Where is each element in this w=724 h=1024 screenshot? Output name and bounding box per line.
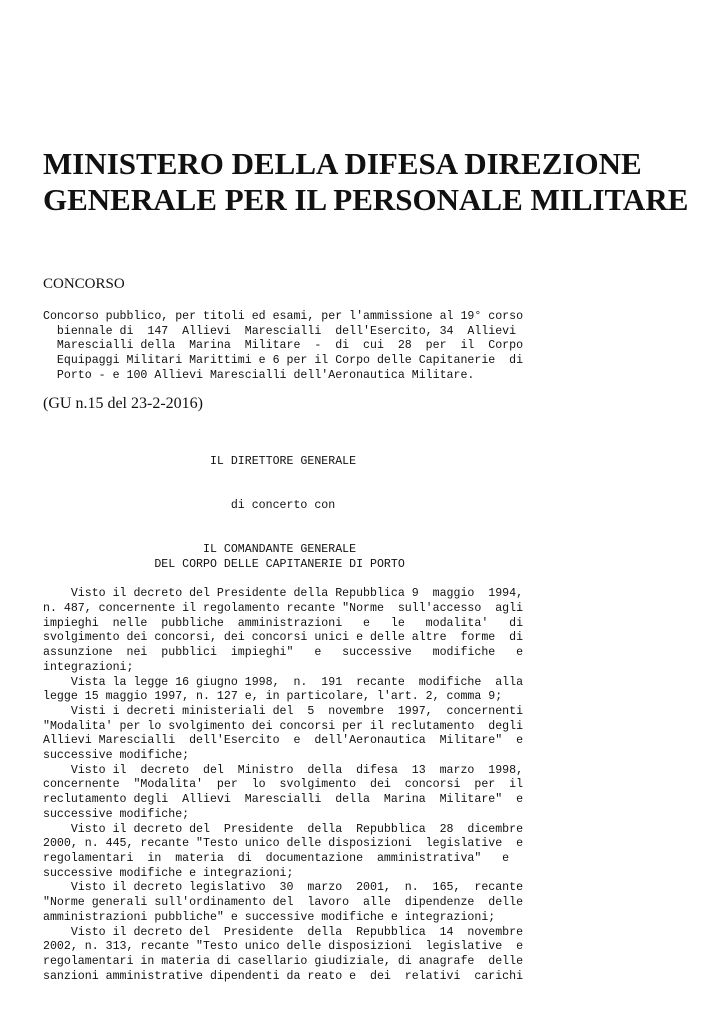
- decree-body: IL DIRETTORE GENERALE di concerto con IL COMANDANTE GENERALE DEL CORPO DELLE CAPITANERIE DI PORTO Visto il decreto del Presidente della Repubblica 9 maggio 1994, n. 487, concernente il regolamento recante "Norme sull'accesso agli impieghi nelle pubbliche amministrazioni e le modalita' di svolgimento dei concorsi, dei concorsi unici e delle altre forme di assunzione nei pubblici impieghi" e successive modifiche e integrazioni; Vista la legge 16 giugno 1998, n. 191 recante modifiche alla legge 15 maggio 1997, n. 127 e, in particolare, l'art. 2, comma 9; Visti i decreti ministeriali del 5 novembre 1997, concernenti "Modalita' per lo svolgimento dei concorsi per il reclutamento degli Allievi Marescialli dell'Esercito e dell'Aeronautica Militare" e successive modifiche; Visto il decreto del Ministro della difesa 13 marzo 1998, concernente "Modalita' per lo svolgimento dei concorsi per il reclutamento degli Allievi Marescialli della Marina Militare" e successive modifiche; Visto il decreto del Presidente della Repubblica 28 dicembre 2000, n. 445, recante "Testo unico delle disposizioni legislative e regolamentari in materia di documentazione amministrativa" e successive modifiche e integrazioni; Visto il decreto legislativo 30 marzo 2001, n. 165, recante "Norme generali sull'ordinamento del lavoro alle dipendenze delle amministrazioni pubbliche" e successive modifiche e integrazioni; Visto il decreto del Presidente della Repubblica 14 novembre 2002, n. 313, recante "Testo unico delle disposizioni legislative e regolamentari in materia di casellario giudiziale, di anagrafe delle sanzioni amministrative dipendenti da reato e dei relativi carichi: [43, 455, 524, 983]
- gazette-reference: (GU n.15 del 23-2-2016): [43, 395, 203, 412]
- concorso-summary: Concorso pubblico, per titoli ed esami, per l'ammissione al 19° corso biennale di 147 Allievi Marescialli dell'Esercito, 34 Allievi Marescialli della Marina Militare - di cui 28 per il Corpo Equipaggi Militari Marittimi e 6 per il Corpo delle Capitanerie di Porto - e 100 Allievi Marescialli dell'Aeronautica Militare.: [43, 310, 524, 382]
- document-type: CONCORSO: [43, 276, 125, 292]
- document-title: MINISTERO DELLA DIFESA DIREZIONE GENERALE PER IL PERSONALE MILITARE: [43, 146, 689, 217]
